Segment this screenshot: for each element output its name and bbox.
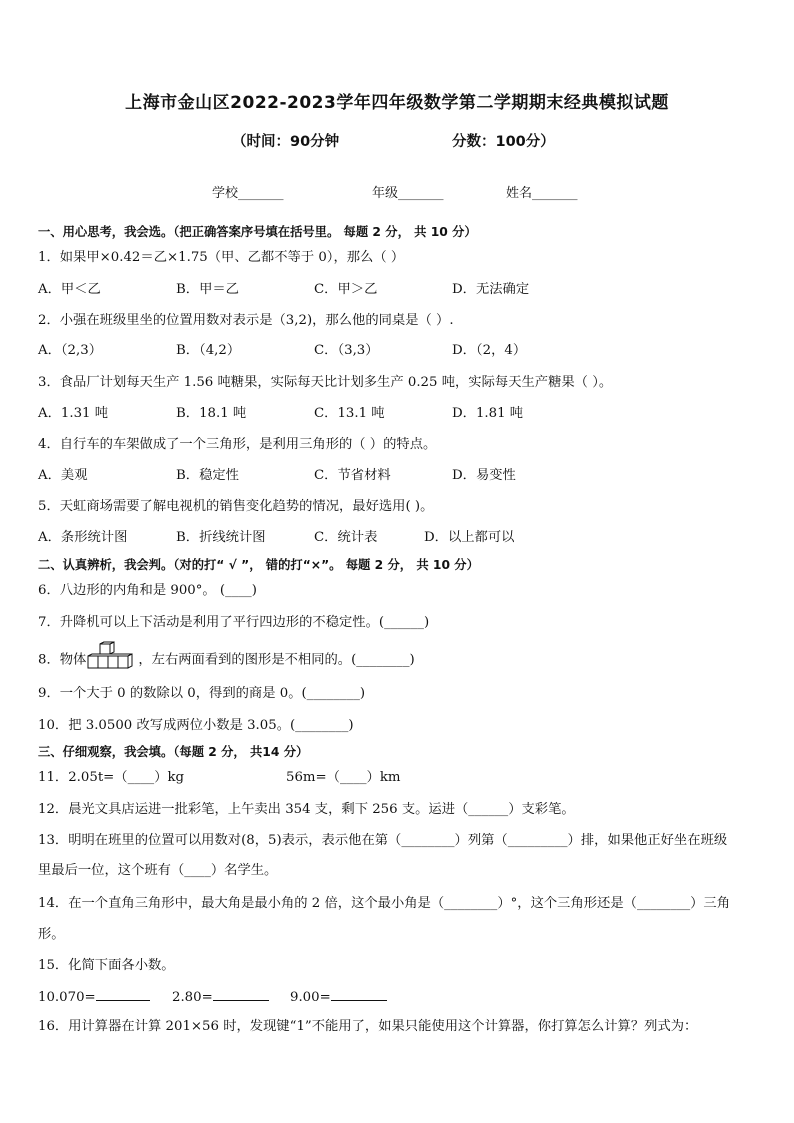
question-6: 6．八边形的内角和是 900°。 (____) bbox=[38, 583, 257, 598]
answer-blank[interactable] bbox=[213, 988, 269, 1001]
question-11-part-a: 11．2.05t=（____）kg bbox=[38, 770, 185, 785]
exam-score: 分数：100分） bbox=[452, 134, 555, 150]
q4-option-d: D．易变性 bbox=[452, 468, 516, 483]
name-field: 姓名_______ bbox=[506, 186, 578, 201]
page-title: 上海市金山区2022-2023学年四年级数学第二学期期末经典模拟试题 bbox=[125, 93, 669, 113]
q2-option-a: A．（2,3） bbox=[38, 343, 102, 358]
q2-option-b: B．（4,2） bbox=[176, 343, 241, 358]
answer-blank[interactable] bbox=[331, 988, 387, 1001]
section-1-heading: 一、用心思考，我会选。（把正确答案序号填在括号里。 每题 2 分， 共 10 分） bbox=[38, 225, 477, 239]
q1-option-a: A．甲＜乙 bbox=[38, 282, 101, 297]
section-2-heading: 二、认真辨析，我会判。（对的打“ √ ”， 错的打“×”。 每题 2 分， 共 10 分） bbox=[38, 558, 479, 572]
question-7: 7．升降机可以上下活动是利用了平行四边形的不稳定性。(______) bbox=[38, 615, 430, 630]
q15-item-b bbox=[172, 988, 269, 1007]
school-field: 学校_______ bbox=[212, 186, 284, 201]
question-8 bbox=[38, 648, 415, 672]
question-13-line-2: 里最后一位，这个班有（____）名学生。 bbox=[38, 863, 278, 878]
question-14-line-2: 形。 bbox=[38, 927, 65, 942]
q15-item-c-text: 9.00= bbox=[290, 990, 331, 1005]
q3-option-b: B．18.1 吨 bbox=[176, 406, 247, 421]
q5-option-d: D．以上都可以 bbox=[424, 530, 515, 545]
q1-option-d: D．无法确定 bbox=[452, 282, 530, 297]
question-10: 10．把 3.0500 改写成两位小数是 3.05。(________) bbox=[38, 718, 354, 733]
question-15: 15．化简下面各小数。 bbox=[38, 958, 175, 973]
answer-blank[interactable] bbox=[96, 988, 150, 1001]
q15-item-b-text: 2.80= bbox=[172, 990, 213, 1005]
question-14-line-1: 14．在一个直角三角形中，最大角是最小角的 2 倍，这个最小角是（________）°，这个三角形还是（________）三角 bbox=[38, 896, 731, 911]
grade-field: 年级_______ bbox=[372, 186, 444, 201]
question-4: 4．自行车的车架做成了一个三角形，是利用三角形的（ ）的特点。 bbox=[38, 437, 437, 452]
question-1: 1．如果甲×0.42＝乙×1.75（甲、乙都不等于 0），那么（ ） bbox=[38, 250, 405, 265]
question-16: 16．用计算器在计算 201×56 时，发现键“1”不能用了，如果只能使用这个计算器，你打算怎么计算？列式为： bbox=[38, 1019, 698, 1034]
exam-time: （时间：90分钟 bbox=[232, 134, 340, 150]
question-12: 12．晨光文具店运进一批彩笔，上午卖出 354 支，剩下 256 支。运进（______）支彩笔。 bbox=[38, 802, 575, 817]
q5-option-c: C．统计表 bbox=[314, 530, 378, 545]
q2-option-c: C．（3,3） bbox=[314, 343, 379, 358]
q15-item-a bbox=[38, 988, 150, 1007]
question-2: 2．小强在班级里坐的位置用数对表示是（3,2)，那么他的同桌是（ ）. bbox=[38, 313, 454, 328]
q1-option-b: B．甲＝乙 bbox=[176, 282, 239, 297]
q4-option-b: B．稳定性 bbox=[176, 468, 239, 483]
q5-option-b: B．折线统计图 bbox=[176, 530, 266, 545]
question-11-part-b: 56m=（____）km bbox=[286, 770, 401, 785]
question-13-line-1: 13．明明在班里的位置可以用数对(8，5)表示，表示他在第（________）列第（_________）排，如果他正好坐在班级 bbox=[38, 833, 728, 848]
cube-stack-figure bbox=[86, 640, 138, 678]
q15-item-c bbox=[290, 988, 387, 1007]
q2-option-d: D．（2，4） bbox=[452, 343, 527, 358]
q3-option-d: D．1.81 吨 bbox=[452, 406, 524, 421]
q3-option-a: A．1.31 吨 bbox=[38, 406, 109, 421]
q4-option-a: A．美观 bbox=[38, 468, 88, 483]
q15-item-a-text: 10.070= bbox=[38, 990, 96, 1005]
q8-text-pre: 8．物体 bbox=[38, 652, 87, 668]
q1-option-c: C．甲＞乙 bbox=[314, 282, 378, 297]
q8-text-post: ，左右两面看到的图形是不相同的。(________) bbox=[138, 652, 415, 668]
question-5: 5．天虹商场需要了解电视机的销售变化趋势的情况，最好选用( )。 bbox=[38, 499, 434, 514]
question-9: 9．一个大于 0 的数除以 0，得到的商是 0。(________) bbox=[38, 686, 366, 701]
q3-option-c: C．13.1 吨 bbox=[314, 406, 385, 421]
q5-option-a: A．条形统计图 bbox=[38, 530, 128, 545]
section-3-heading: 三、仔细观察，我会填。（每题 2 分， 共14 分） bbox=[38, 745, 309, 759]
question-3: 3．食品厂计划每天生产 1.56 吨糖果，实际每天比计划多生产 0.25 吨，实际每天生产糖果（ ）。 bbox=[38, 375, 613, 390]
q4-option-c: C．节省材料 bbox=[314, 468, 391, 483]
